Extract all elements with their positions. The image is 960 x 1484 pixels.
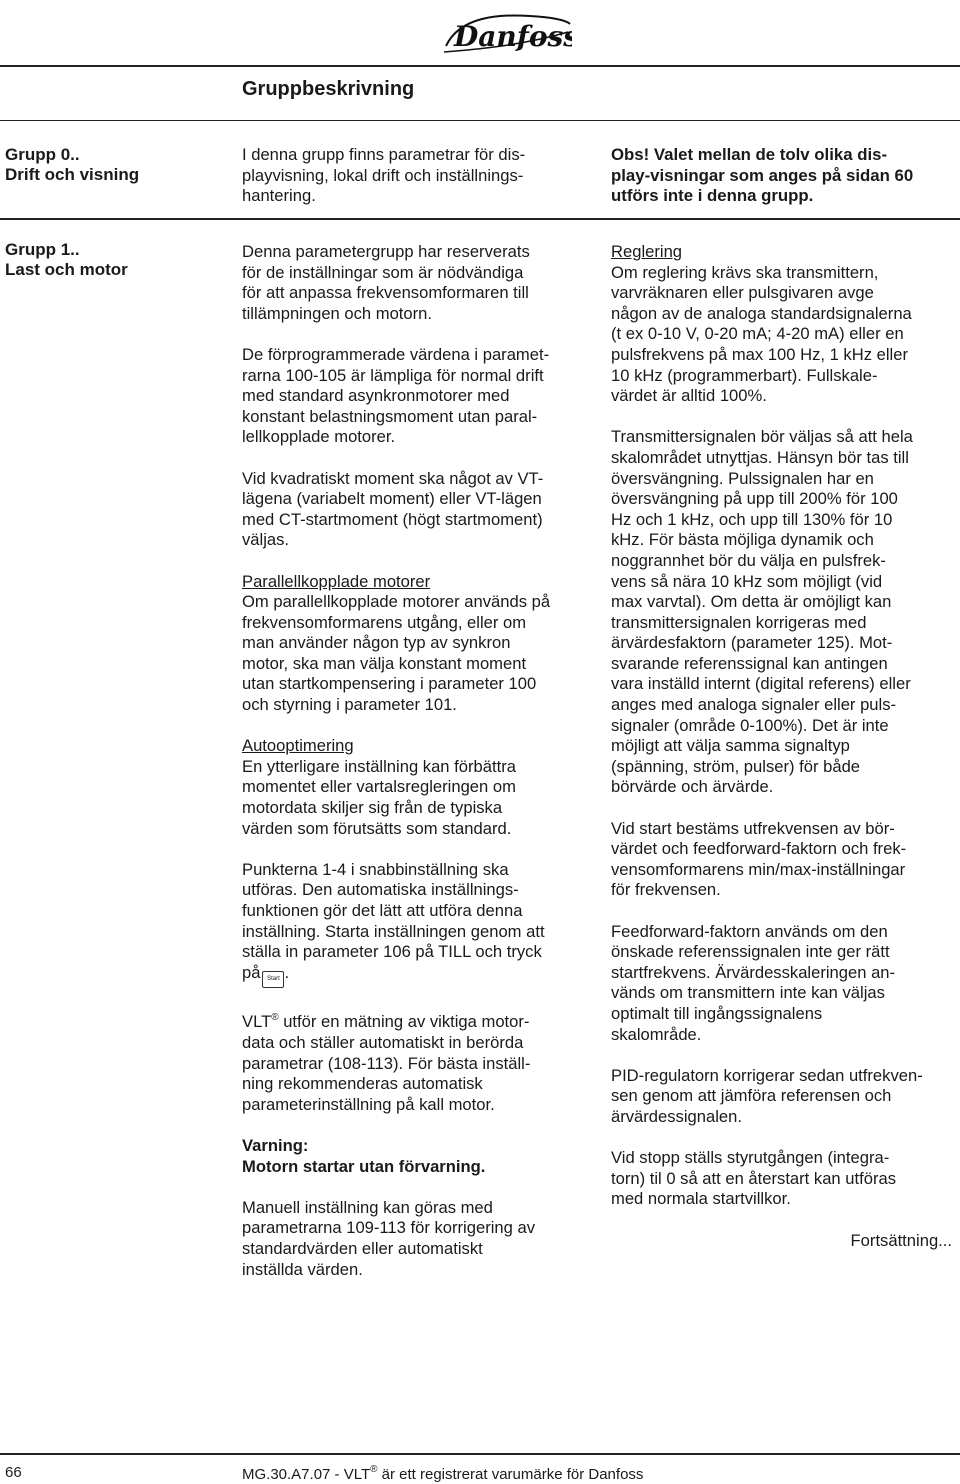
text-line: värden som förutsätts som standard.: [242, 818, 512, 838]
regulation-heading: Reglering: [611, 242, 683, 261]
text-line: man använder någon typ av synkron: [242, 633, 511, 653]
page-title: Gruppbeskrivning: [242, 78, 415, 100]
text-line: börvärde och ärvärde.: [611, 777, 774, 797]
text-line: motordata skiljer sig från de typiska: [242, 798, 503, 818]
text-line: sen genom att jämföra referensen och: [611, 1086, 892, 1106]
text-fragment: utför en mätning av viktiga motor-: [278, 1012, 530, 1032]
text-line: play-visningar som anges på sidan 60: [611, 165, 914, 185]
text-line: torn) til 0 så att en återstart kan utföras: [611, 1168, 896, 1188]
text-line: lellkopplade motorer.: [242, 427, 396, 447]
vlt-word: VLT: [242, 1012, 272, 1032]
text-line: möjligt att välja samma signaltyp: [611, 736, 850, 756]
text-line: med CT-startmoment (högt startmoment): [242, 509, 543, 529]
text-line: Feedforward-faktorn används om den: [611, 921, 888, 941]
text-line: data och ställer automatiskt in berörda: [242, 1032, 524, 1052]
text-line: Om reglering krävs ska transmittern,: [611, 262, 879, 282]
text-line: tillämpningen och motorn.: [242, 303, 433, 323]
text-line: Transmittersignalen bör väljas så att hela: [611, 427, 913, 447]
text-line: optimalt till ingångssignalens: [611, 1003, 823, 1023]
title-rule: [0, 120, 960, 121]
text-line: och styrning i parameter 101.: [242, 695, 457, 715]
text-line: inställda värden.: [242, 1259, 363, 1279]
text-line: översvängning på upp till 200% för 100: [611, 489, 898, 509]
text-line: värdet är alltid 100%.: [611, 386, 767, 406]
danfoss-logo-graphic: [440, 6, 572, 58]
text-line: Obs! Valet mellan de tolv olika dis-: [611, 145, 888, 164]
text-line: startfrekvens. Ärvärdesskaleringen an-: [611, 962, 896, 982]
text-line: standardvärden eller automatiskt: [242, 1238, 483, 1258]
text-fragment: på: [242, 962, 261, 982]
warning-text: Motorn startar utan förvarning.: [242, 1156, 486, 1176]
text-line: för frekvensen.: [611, 880, 721, 900]
group0-label-number: Grupp 0..: [5, 145, 80, 164]
text-line: ärvärdessignalen.: [611, 1106, 742, 1126]
group1-label-name: Last och motor: [5, 260, 128, 279]
text-line: (t ex 0-10 V, 0-20 mA; 4-20 mA) eller en: [611, 324, 904, 344]
text-line: max varvtal). Om detta är omöjligt kan: [611, 592, 892, 612]
text-line: svarande referenssignal kan antingen: [611, 653, 888, 673]
text-line: PID-regulatorn korrigerar sedan utfrekven-: [611, 1065, 923, 1085]
text-line: Denna parametergrupp har reserverats: [242, 242, 530, 261]
text-line: Vid start bestäms utfrekvensen av bör-: [611, 818, 895, 838]
group1-label: [5, 240, 128, 280]
text-line: kHz. För bästa möjliga dynamik och: [611, 530, 874, 550]
text-line: rarna 100-105 är lämpliga för normal drift: [242, 365, 544, 385]
text-line: pulsfrekvens på max 100 Hz, 1 kHz eller: [611, 344, 908, 364]
text-line: hantering.: [242, 186, 316, 206]
text-line: varvräknaren eller pulsgivaren avge: [611, 283, 874, 303]
text-line: utförs inte i denna grupp.: [611, 186, 814, 206]
text-line: med normala startvillkor.: [611, 1189, 791, 1209]
text-line: skalområde.: [611, 1024, 702, 1044]
text-line: En ytterligare inställning kan förbättra: [242, 756, 516, 776]
text-line: parametrarna 109-113 för korrigering av: [242, 1218, 535, 1238]
text-line: transmittersignalen korrigeras med: [611, 612, 867, 632]
text-line: parameterinställning på kall motor.: [242, 1094, 495, 1114]
text-line: momentet eller vartalsregleringen om: [242, 777, 516, 797]
text-line: önskade referenssignalen inte ger rätt: [611, 942, 890, 962]
text-line: noggrannhet bör du välja en pulsfrek-: [611, 550, 886, 570]
text-line: ning rekommenderas automatisk: [242, 1074, 483, 1094]
text-line: parametrar (108-113). För bästa inställ-: [242, 1053, 531, 1073]
text-line: ärvärdesfaktorn (parameter 125). Mot-: [611, 633, 893, 653]
text-line: motor, ska man välja konstant moment: [242, 653, 527, 673]
continued-label: Fortsättning...: [850, 1230, 952, 1250]
text-line: väljas.: [242, 530, 290, 550]
text-line: Manuell inställning kan göras med: [242, 1197, 493, 1217]
text-line: utan startkompensering i parameter 100: [242, 674, 537, 694]
page-number: 66: [5, 1464, 22, 1481]
text-line: för att anpassa frekvensomformaren till: [242, 283, 529, 303]
text-line: vänds om transmittern inte kan väljas: [611, 983, 885, 1003]
text-line: 10 kHz (programmerbart). Fullskale-: [611, 365, 878, 385]
danfoss-logo: [440, 6, 572, 58]
text-line-start-key: [242, 963, 597, 988]
registered-mark: ®: [271, 1012, 279, 1024]
text-line: med standard asynkronmotorer med: [242, 386, 510, 406]
text-line: skalområdet utnyttjas. Hänsyn bör tas till: [611, 447, 909, 467]
text-line: anges med analoga signaler eller puls-: [611, 695, 897, 715]
text-line: Vid stopp ställs styrutgången (integra-: [611, 1148, 890, 1168]
text-line: I denna grupp finns parametrar för dis-: [242, 145, 526, 164]
text-line: De förprogrammerade värdena i paramet-: [242, 344, 550, 364]
trademark-text: är ett registrerat varumärke för Danfoss: [377, 1466, 644, 1483]
vlt-line: [242, 1008, 597, 1033]
doc-code: MG.30.A7.07 - VLT: [242, 1466, 371, 1483]
text-line: Hz och 1 kHz, och upp till 130% för 10: [611, 509, 893, 529]
footer-rule: [0, 1453, 960, 1455]
text-line: ställa in parameter 106 på TILL och tryck: [242, 942, 542, 962]
text-line: konstant belastningsmoment utan paral-: [242, 406, 538, 426]
text-line: (spänning, ström, pulser) för både: [611, 756, 861, 776]
section-rule: [0, 218, 960, 220]
footer-trademark: [242, 1464, 643, 1483]
logo-text: Danfoss: [454, 20, 572, 53]
text-line: funktionen gör det lätt att utföra denna: [242, 901, 523, 920]
text-line: värdet och feedforward-faktorn och frek-: [611, 839, 907, 859]
text-line: Vid kvadratiskt moment ska något av VT-: [242, 468, 544, 488]
parallel-heading: Parallellkopplade motorer: [242, 571, 431, 591]
warning-heading: Varning:: [242, 1135, 309, 1155]
text-line: Punkterna 1-4 i snabbinställning ska: [242, 859, 509, 879]
group1-label-number: Grupp 1..: [5, 240, 80, 259]
header-rule: [0, 65, 960, 67]
text-line: någon av de analoga standardsignalerna: [611, 303, 912, 323]
text-line: frekvensomformarens utgång, eller om: [242, 612, 527, 632]
text-line: för de inställningar som är nödvändiga: [242, 262, 524, 282]
text-line: Om parallellkopplade motorer används på: [242, 592, 551, 612]
text-line: inställning. Starta inställningen genom att: [242, 921, 545, 941]
text-line: vens så nära 10 kHz som möjligt (vid: [611, 571, 883, 591]
text-line: vara inställd internt (digital referens) eller: [611, 674, 911, 694]
registered-mark: ®: [370, 1464, 378, 1475]
text-line: signaler (område 0-100%). Det är inte: [611, 715, 889, 735]
start-key-icon: Start: [262, 971, 284, 988]
group0-description: [242, 145, 525, 207]
group0-note: [611, 145, 913, 207]
text-line: playvisning, lokal drift och inställnings-: [242, 165, 524, 185]
text-line: utföras. Den automatiska inställnings-: [242, 880, 519, 900]
group0-label-name: Drift och visning: [5, 165, 140, 184]
regulation-column: [611, 242, 956, 1251]
group1-column: [242, 242, 597, 1280]
text-line: vensomformarens min/max-inställningar: [611, 859, 906, 879]
text-fragment: .: [284, 962, 290, 982]
text-line: lägena (variabelt moment) eller VT-lägen: [242, 489, 542, 509]
text-line: översvängning. Pulssignalen har en: [611, 468, 874, 488]
group0-label: [5, 145, 139, 185]
autoopt-heading: Autooptimering: [242, 736, 354, 756]
